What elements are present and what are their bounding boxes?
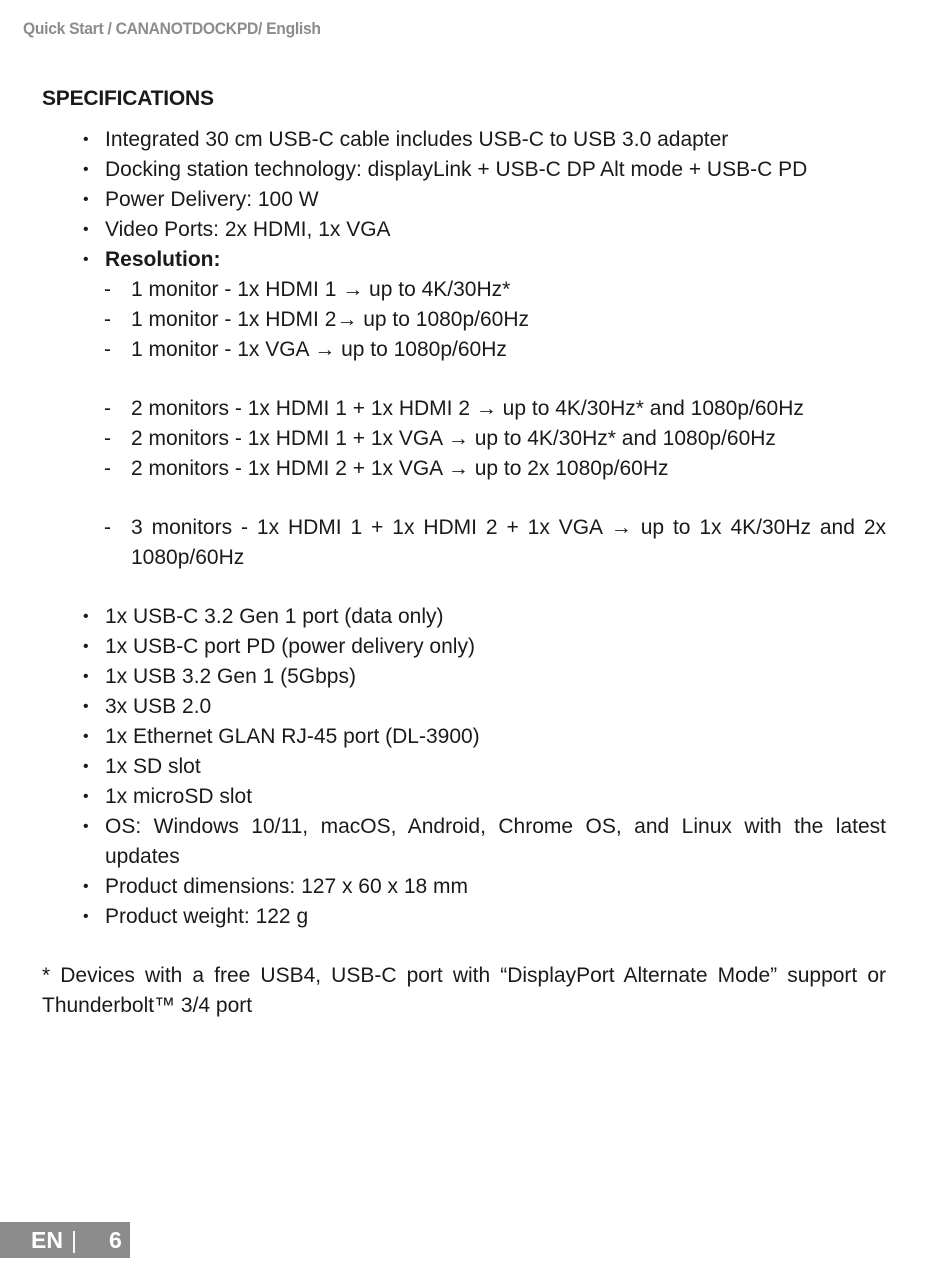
resolution-item-text: 3 monitors - 1x HDMI 1 + 1x HDMI 2 + 1x VGA → up to 1x 4K/30Hz and 2x 1080p/60Hz [131,516,886,569]
list-item-text: 3x USB 2.0 [105,695,212,718]
dash-icon: - [104,397,111,420]
resolution-item [104,275,886,305]
list-item-resolution [42,245,886,275]
bullet-icon: • [83,131,89,148]
resolution-item-text: 2 monitors - 1x HDMI 2 + 1x VGA → up to 2x 1080p/60Hz [131,457,669,480]
page-badge [0,1222,130,1258]
dash-icon: - [104,427,111,450]
list-item [42,872,886,902]
list-item-text: 1x USB-C port PD (power delivery only) [105,635,475,658]
list-item [42,902,886,932]
bullet-icon: • [83,191,89,208]
list-item [42,722,886,752]
bullet-icon: • [83,251,89,268]
resolution-item-text: 1 monitor - 1x HDMI 2→ up to 1080p/60Hz [131,308,530,331]
dash-icon: - [104,338,111,361]
list-item-text: Docking station technology: displayLink + USB-C DP Alt mode + USB-C PD [105,158,808,181]
bullet-icon: • [83,668,89,685]
bullet-icon: • [83,878,89,895]
list-item [42,215,886,245]
list-item [42,125,886,155]
bullet-icon: • [83,698,89,715]
dash-icon: - [104,457,111,480]
bullet-icon: • [83,908,89,925]
list-item [42,602,886,632]
list-item [42,632,886,662]
spacer [104,573,886,602]
spacer [104,365,886,394]
bullet-icon: • [83,758,89,775]
bullet-icon: • [83,221,89,238]
dash-icon: - [104,278,111,301]
bullet-icon: • [83,608,89,625]
list-item [42,155,886,185]
dash-icon: - [104,308,111,331]
list-item-text: 1x USB-C 3.2 Gen 1 port (data only) [105,605,444,628]
spacer [104,484,886,513]
list-item-text: 1x USB 3.2 Gen 1 (5Gbps) [105,665,356,688]
resolution-item [104,513,886,573]
list-item-text: OS: Windows 10/11, macOS, Android, Chrome OS, and Linux with the latest updates [105,815,886,868]
list-item [42,812,886,872]
resolution-item-text: 1 monitor - 1x HDMI 1 → up to 4K/30Hz* [131,278,511,301]
list-item-text: Product weight: 122 g [105,905,309,928]
list-item-text: 1x microSD slot [105,785,253,808]
bullet-icon: • [83,818,89,835]
list-item [42,752,886,782]
specs-list-ports [42,602,886,932]
resolution-item-text: 1 monitor - 1x VGA → up to 1080p/60Hz [131,338,507,361]
specs-list [42,125,886,275]
resolution-item-text: 2 monitors - 1x HDMI 1 + 1x VGA → up to 4K/30Hz* and 1080p/60Hz [131,427,776,450]
footnote: * Devices with a free USB4, USB-C port with “DisplayPort Alternate Mode” support or Thunderbolt™ 3/4 port [42,964,886,1017]
list-item-text: 1x SD slot [105,755,201,778]
list-item [42,692,886,722]
resolution-item [104,394,886,424]
section-title: SPECIFICATIONS [42,87,214,110]
list-item-text: 1x Ethernet GLAN RJ-45 port (DL-3900) [105,725,480,748]
resolution-sublist [42,275,886,602]
bullet-icon: • [83,788,89,805]
resolution-item [104,424,886,454]
list-item-text: Product dimensions: 127 x 60 x 18 mm [105,875,469,898]
bullet-icon: • [83,161,89,178]
dash-icon: - [104,516,111,539]
bullet-icon: • [83,728,89,745]
resolution-item-text: 2 monitors - 1x HDMI 1 + 1x HDMI 2 → up to 4K/30Hz* and 1080p/60Hz [131,397,804,420]
bullet-icon: • [83,638,89,655]
list-item-text: Integrated 30 cm USB-C cable includes USB-C to USB 3.0 adapter [105,128,729,151]
list-item [42,185,886,215]
specifications-content [42,125,886,1021]
resolution-item [104,305,886,335]
resolution-label: Resolution: [105,248,221,271]
badge-separator: | [71,1227,77,1253]
resolution-item [104,335,886,365]
list-item [42,662,886,692]
breadcrumb: Quick Start / CANANOTDOCKPD/ English [23,19,321,38]
list-item-text: Power Delivery: 100 W [105,188,319,211]
page-number: 6 [109,1227,122,1253]
resolution-item [104,454,886,484]
list-item-text: Video Ports: 2x HDMI, 1x VGA [105,218,391,241]
language-code: EN [31,1227,63,1253]
list-item [42,782,886,812]
